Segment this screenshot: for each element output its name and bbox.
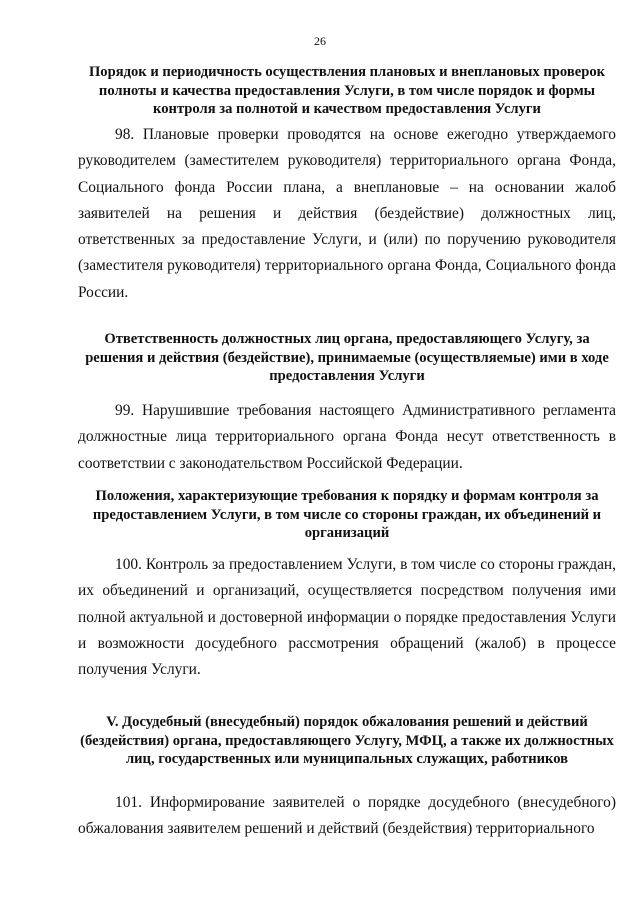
paragraph-99: 99. Нарушившие требования настоящего Административного регламента должностные лица территориального органа Фонда несут ответственность в соответствии с законодательством Российской Федерации.	[78, 402, 616, 472]
paragraph-100: 100. Контроль за предоставлением Услуги, в том числе со стороны граждан, их объединений и организаций, осуществляется посредством получения ими полной актуальной и достоверной информации о порядке предоставления Услуги и возможности досудебного рассмотрения обращений (жалоб) в процессе получения Услуги.	[78, 556, 616, 679]
paragraph-98: 98. Плановые проверки проводятся на основе ежегодно утверждаемого руководителем (заместителем руководителя) территориального органа Фонда, Социального фонда России плана, а внеплановые – на основании жалоб заявителей на решения и действия (бездействие) должностных лиц, ответственных за предоставление Услуги, и (или) по поручению руководителя (заместителя руководителя) территориального органа Фонда, Социального фонда России.	[78, 126, 616, 301]
section-heading-appeal-procedure: V. Досудебный (внесудебный) порядок обжалования решений и действий (бездействия) органа, предоставляющего Услугу, МФЦ, а также их должностных лиц, государственных или муниципальных служащих, работников	[80, 714, 614, 767]
page-number: 26	[314, 34, 326, 48]
section-heading-responsibility: Ответственность должностных лиц органа, предоставляющего Услугу, за решения и действия (бездействие), принимаемые (осуществляемые) ими в ходе предоставления Услуги	[85, 331, 609, 384]
section-heading-inspections: Порядок и периодичность осуществления плановых и внеплановых проверок полноты и качества предоставления Услуги, в том числе порядок и формы контроля за полнотой и качеством предоставления Услуги	[88, 64, 606, 117]
paragraph-101: 101. Информирование заявителей о порядке досудебного (внесудебного) обжалования заявителем решений и действий (бездействия) территориального	[78, 794, 616, 838]
section-heading-control-requirements: Положения, характеризующие требования к порядку и формам контроля за предоставлением Услуги, в том числе со стороны граждан, их объединений и организаций	[92, 488, 602, 541]
